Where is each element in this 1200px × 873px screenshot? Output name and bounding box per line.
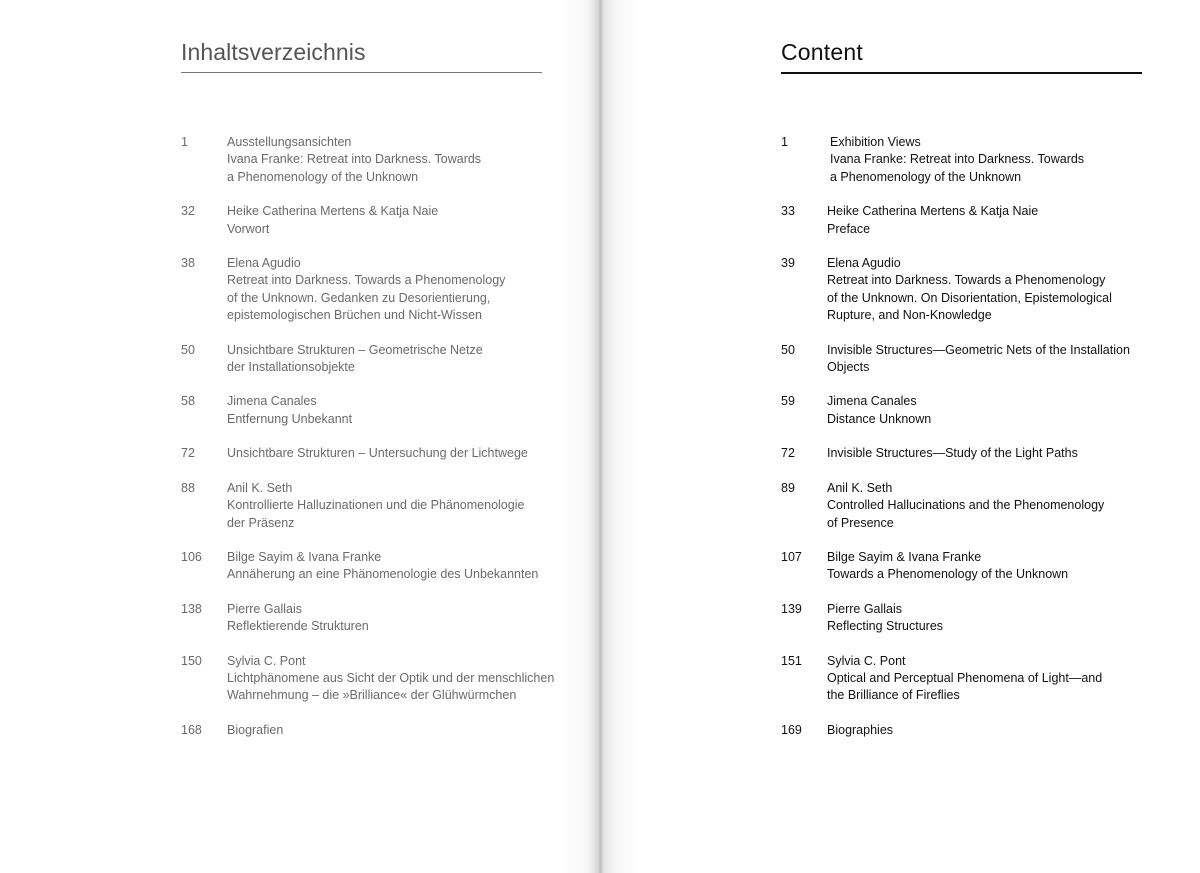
toc-entry-text (227, 134, 561, 186)
toc-entry-line: Ivana Franke: Retreat into Darkness. Towards (227, 152, 482, 167)
toc-entry-line: Vorwort (227, 221, 270, 236)
toc-entry-text (227, 393, 561, 428)
toc-entry-line: a Phenomenology of the Unknown (227, 169, 419, 184)
toc-entry-line: of the Unknown. On Disorientation, Epistemological (827, 290, 1112, 305)
toc-entry[interactable] (781, 255, 1161, 325)
toc-entry-line: Annäherung an eine Phänomenologie des Unbekannten (227, 567, 539, 582)
toc-entry-text (827, 342, 1161, 377)
toc-entry-line: Objects (827, 360, 870, 375)
toc-entry-text (227, 653, 561, 705)
toc-entry[interactable] (781, 134, 1161, 186)
toc-entry-line: Ivana Franke: Retreat into Darkness. Towards (830, 152, 1085, 167)
toc-entry-heading: Bilge Sayim & Ivana Franke (827, 549, 982, 564)
right-page-english-toc (781, 0, 1161, 873)
toc-entry-heading: Exhibition Views (830, 135, 921, 149)
left-page-german-toc (181, 0, 561, 873)
toc-entry-line: Reflektierende Strukturen (227, 619, 369, 634)
toc-entry[interactable] (781, 722, 1161, 739)
toc-entry-line: Towards a Phenomenology of the Unknown (827, 567, 1069, 582)
toc-entry[interactable] (181, 480, 561, 532)
toc-entry-line: Entfernung Unbekannt (227, 411, 353, 426)
toc-entry[interactable] (781, 445, 1161, 462)
toc-list (781, 134, 1161, 756)
toc-entry[interactable] (781, 342, 1161, 377)
toc-page-number: 39 (781, 256, 795, 271)
toc-entry[interactable] (181, 653, 561, 705)
toc-entry-line: a Phenomenology of the Unknown (830, 169, 1022, 184)
toc-entry-line: Retreat into Darkness. Towards a Phenomenology (827, 273, 1106, 288)
toc-entry-heading: Invisible Structures—Study of the Light Paths (827, 446, 1078, 461)
toc-page-number: 106 (181, 549, 202, 564)
toc-entry-heading: Biografien (227, 722, 284, 737)
toc-entry-text (827, 601, 1161, 636)
toc-entry-heading: Ausstellungsansichten (227, 135, 352, 149)
title-rule (181, 72, 542, 73)
toc-entry-line: of Presence (827, 515, 894, 530)
toc-list (181, 134, 561, 756)
toc-entry-line: epistemologischen Brüchen und Nicht-Wissen (227, 308, 482, 323)
book-gutter-shadow (560, 0, 640, 873)
toc-entry-heading: Bilge Sayim & Ivana Franke (227, 549, 382, 564)
toc-entry-line: Kontrollierte Halluzinationen und die Phänomenologie (227, 498, 525, 513)
toc-entry[interactable] (781, 393, 1161, 428)
toc-entry-heading: Elena Agudio (827, 256, 901, 271)
toc-entry-heading: Pierre Gallais (827, 601, 903, 616)
toc-page-number: 50 (181, 342, 195, 357)
toc-entry-text (227, 255, 561, 325)
toc-page-number: 72 (781, 446, 795, 461)
toc-entry-line: Lichtphänomene aus Sicht der Optik und der menschlichen (227, 670, 555, 685)
toc-entry-text (227, 203, 561, 238)
toc-page-number: 138 (181, 601, 202, 616)
toc-entry-line: der Installationsobjekte (227, 360, 355, 375)
toc-page-number: 1 (781, 135, 788, 149)
toc-entry-text (827, 445, 1161, 462)
toc-page-number: 59 (781, 394, 795, 409)
toc-entry-text (827, 393, 1161, 428)
toc-entry-line: Reflecting Structures (827, 619, 944, 634)
toc-page-number: 33 (781, 204, 795, 219)
toc-entry-text (827, 549, 1161, 584)
toc-entry-line: Wahrnehmung – die »Brilliance« der Glühwürmchen (227, 688, 517, 703)
toc-entry-text (827, 480, 1161, 532)
toc-page-number: 168 (181, 722, 202, 737)
toc-entry-text (227, 445, 561, 462)
toc-entry-heading: Jimena Canales (827, 394, 917, 409)
toc-entry[interactable] (781, 480, 1161, 532)
toc-entry-heading: Elena Agudio (227, 256, 301, 271)
toc-entry-heading: Invisible Structures—Geometric Nets of the Installation (827, 342, 1130, 357)
toc-entry-heading: Heike Catherina Mertens & Katja Naie (227, 204, 439, 219)
toc-entry[interactable] (181, 255, 561, 325)
toc-entry[interactable] (781, 601, 1161, 636)
toc-entry-line: der Präsenz (227, 515, 295, 530)
toc-entry-heading: Heike Catherina Mertens & Katja Naie (827, 204, 1039, 219)
toc-entry-heading: Anil K. Seth (227, 480, 293, 495)
toc-page-number: 58 (181, 394, 195, 409)
page-title: Content (781, 39, 863, 65)
toc-entry[interactable] (181, 342, 561, 377)
toc-entry-heading: Sylvia C. Pont (827, 653, 906, 668)
toc-entry-line: Distance Unknown (827, 411, 932, 426)
toc-entry-line: Controlled Hallucinations and the Phenomenology (827, 498, 1105, 513)
toc-entry[interactable] (181, 134, 561, 186)
toc-entry-text (827, 203, 1161, 238)
toc-entry-text (227, 549, 561, 584)
toc-entry-heading: Jimena Canales (227, 394, 317, 409)
toc-entry-line: Rupture, and Non-Knowledge (827, 308, 992, 323)
toc-entry-line: of the Unknown. Gedanken zu Desorientierung, (227, 290, 491, 305)
toc-entry-text (227, 342, 561, 377)
toc-page-number: 139 (781, 601, 802, 616)
toc-entry-text (227, 480, 561, 532)
toc-entry-heading: Sylvia C. Pont (227, 653, 306, 668)
toc-page-number: 50 (781, 342, 795, 357)
toc-entry-line: Retreat into Darkness. Towards a Phenomenology (227, 273, 506, 288)
toc-entry-heading: Anil K. Seth (827, 480, 893, 495)
toc-entry-text (227, 601, 561, 636)
toc-page-number: 1 (181, 135, 188, 149)
toc-entry-heading: Pierre Gallais (227, 601, 303, 616)
toc-page-number: 151 (781, 653, 802, 668)
title-rule (781, 72, 1142, 74)
toc-page-number: 107 (781, 549, 802, 564)
toc-entry-text (827, 653, 1161, 705)
toc-entry-heading: Biographies (827, 722, 894, 737)
toc-page-number: 169 (781, 722, 802, 737)
toc-page-number: 72 (181, 446, 195, 461)
toc-entry-heading: Unsichtbare Strukturen – Untersuchung der Lichtwege (227, 446, 528, 461)
toc-page-number: 32 (181, 204, 195, 219)
toc-entry[interactable] (781, 549, 1161, 584)
toc-page-number: 38 (181, 256, 195, 271)
toc-page-number: 88 (181, 480, 195, 495)
toc-entry-line: the Brilliance of Fireflies (827, 688, 960, 703)
toc-page-number: 150 (181, 653, 202, 668)
toc-entry-text (827, 255, 1161, 325)
toc-entry[interactable] (181, 722, 561, 739)
page-title: Inhaltsverzeichnis (181, 39, 366, 65)
toc-entry-line: Preface (827, 221, 871, 236)
toc-entry-text (227, 722, 561, 739)
toc-page-number: 89 (781, 480, 795, 495)
toc-entry[interactable] (781, 203, 1161, 238)
toc-entry[interactable] (181, 445, 561, 462)
toc-entry[interactable] (781, 653, 1161, 705)
toc-entry[interactable] (181, 203, 561, 238)
toc-entry[interactable] (181, 601, 561, 636)
toc-entry[interactable] (181, 549, 561, 584)
toc-entry-text (827, 722, 1161, 739)
toc-entry-line: Optical and Perceptual Phenomena of Light—and (827, 670, 1103, 685)
toc-entry-heading: Unsichtbare Strukturen – Geometrische Netze (227, 342, 483, 357)
toc-entry[interactable] (181, 393, 561, 428)
toc-entry-text (830, 134, 1161, 186)
